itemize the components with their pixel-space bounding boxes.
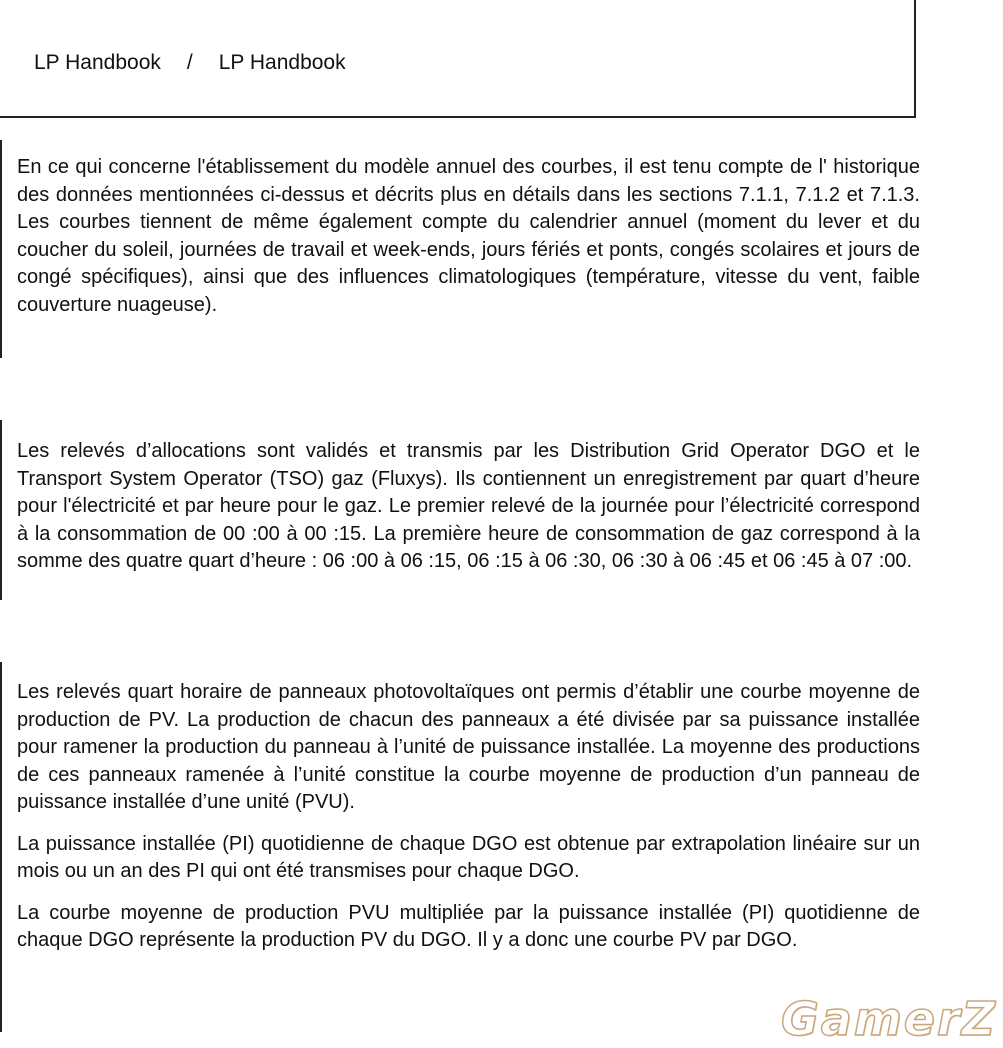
breadcrumb-item-second[interactable]: LP Handbook [218,51,346,74]
paragraph: Les relevés quart horaire de panneaux photovoltaïques ont permis d’établir une courbe moyenne de production de PV. La production de chacun des panneaux a été divisée par sa puissance installée pour ramener la production du panneau à l’unité de puissance installée. La moyenne des productions de ces panneaux ramenée à l’unité constitue la courbe moyenne de production d’un panneau de puissance installée d’une unité (PVU). [17,681,920,813]
breadcrumb-separator: / [186,51,193,74]
paragraph: La courbe moyenne de production PVU multipliée par la puissance installée (PI) quotidienne de chaque DGO représente la production PV du DGO. Il y a donc une courbe PV par DGO. [17,901,920,951]
watermark-logo: GamerZ [781,992,997,1046]
breadcrumb-item-first[interactable]: LP Handbook [34,51,161,74]
paragraph: La puissance installée (PI) quotidienne de chaque DGO est obtenue par extrapolation linéaire sur un mois ou un an des PI qui ont été transmises pour chaque DGO. [17,832,920,882]
paragraph: Les relevés d’allocations sont validés et transmis par les Distribution Grid Operator DGO et le Transport System Operator (TSO) gaz (Fluxys). Ils contiennent un enregistrement par quart d’heure pour l'électricité et par heure pour le gaz. Le premier relevé de la journée pour l’électricité correspond à la consommation de 00 :00 à 00 :15. La première heure de consommation de gaz correspond à la somme des quatre quart d’heure : 06 :00 à 06 :15, 06 :15 à 06 :30, 06 :30 à 06 :45 et 06 :45 à 07 :00. [17,440,920,572]
section-allocation-readings [0,420,920,600]
breadcrumb [34,50,346,76]
section-pv-production [0,662,920,1032]
paragraph: En ce qui concerne l'établissement du modèle annuel des courbes, il est tenu compte de l' historique des données mentionnées ci-dessus et décrits plus en détails dans les sections 7.1.1, 7.1.2 et 7.1.3. Les courbes tiennent de même également compte du calendrier annuel (moment du lever et du coucher du soleil, journées de travail et week-ends, jours fériés et ponts, congés scolaires et jours de congé spécifiques), ainsi que des influences climatologiques (température, vitesse du vent, faible couverture nuageuse). [17,156,920,316]
section-annual-model [0,140,920,358]
